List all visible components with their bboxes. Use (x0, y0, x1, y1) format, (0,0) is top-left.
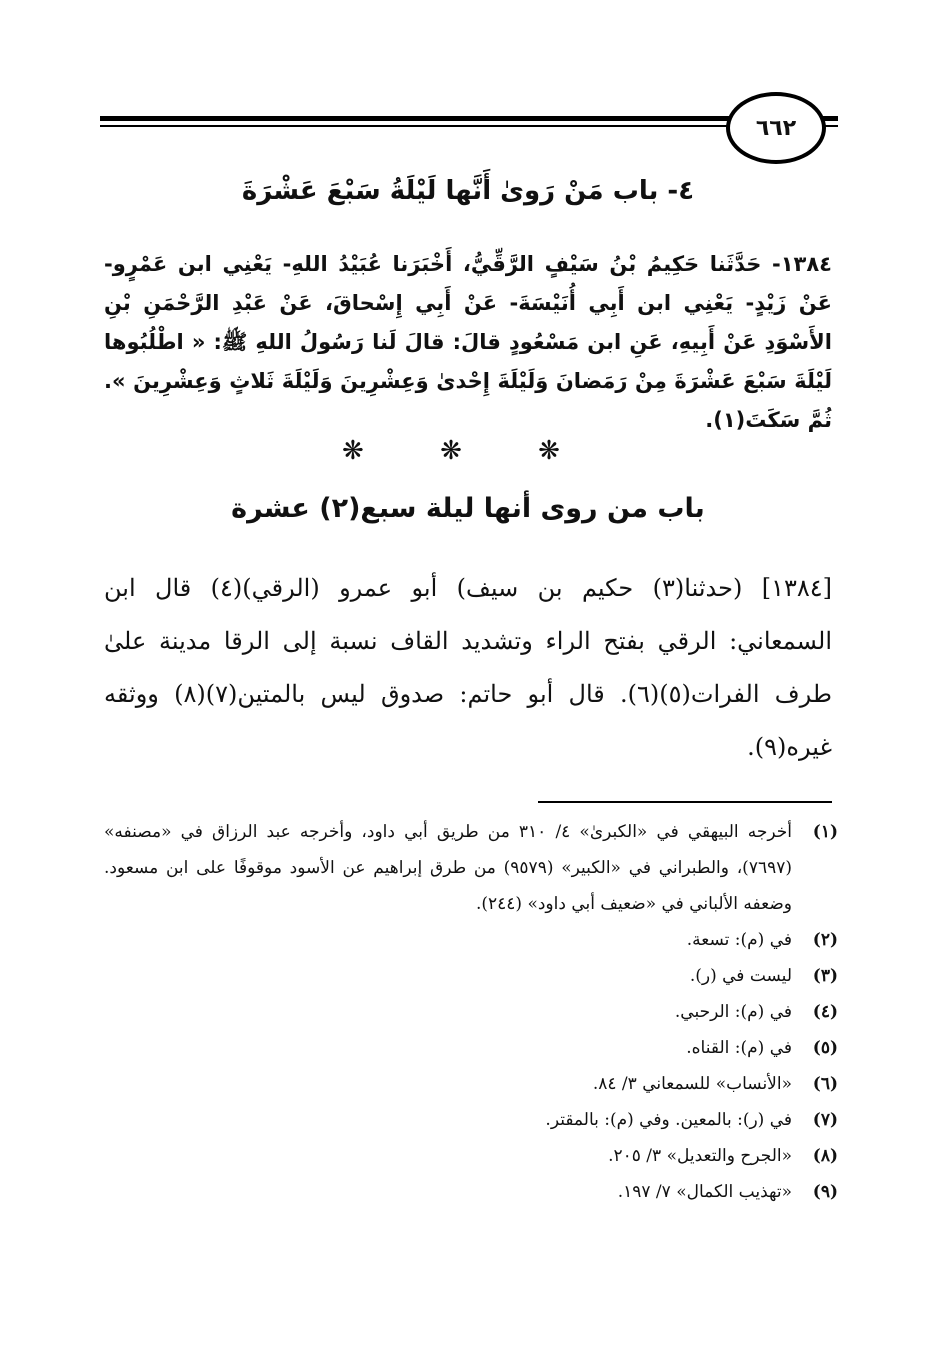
footnote-number: (٧) (812, 1110, 838, 1130)
footnote-7 (104, 1102, 838, 1138)
page-number: ٦٦٢ (726, 92, 826, 164)
footnote-number: (١) (812, 822, 838, 842)
footnotes (104, 814, 838, 1210)
header-rule-thin (100, 125, 778, 127)
footnote-divider (538, 801, 832, 803)
footnote-text: «تهذيب الكمال» ٧/ ١٩٧. (617, 1182, 792, 1202)
footnote-2 (104, 922, 838, 958)
footnote-number: (٨) (812, 1146, 838, 1166)
footnote-number: (٩) (812, 1182, 838, 1202)
footnote-number: (٢) (812, 930, 838, 950)
footnote-text: في (م): الرحبي. (674, 1002, 792, 1022)
footnote-5 (104, 1030, 838, 1066)
footnote-number: (٥) (812, 1038, 838, 1058)
footnote-text: في (م): القناه. (686, 1038, 792, 1058)
chapter-title: ٤- باب مَنْ رَوىٰ أَنَّها لَيْلَةُ سَبْعَ عَشْرَةَ (241, 176, 695, 206)
footnote-4 (104, 994, 838, 1030)
hadith-text: ١٣٨٤- حَدَّثَنا حَكِيمُ بْنُ سَيْفٍ الرَّقِّيُّ، أَخْبَرَنا عُبَيْدُ اللهِ- يَعْنِي ابن عَمْرٍو- عَنْ زَيْدٍ- يَعْنِي ابن أَبِي أُنَيْسَةَ- عَنْ أَبِي إِسْحاقَ، عَنْ عَبْدِ الرَّحْمَنِ بْنِ الأَسْوَدِ عَنْ أَبِيهِ، عَنِ ابن مَسْعُودٍ قالَ: قالَ لَنا رَسُولُ اللهِ ﷺ: « اطْلُبُوها لَيْلَةَ سَبْعَ عَشْرَةَ مِنْ رَمَضانَ وَلَيْلَةَ إِحْدىٰ وَعِشْرِينَ وَلَيْلَةَ ثَلاثٍ وَعِشْرِينَ ». ثُمَّ سَكَتَ(١). (104, 252, 832, 432)
commentary-paragraph: [١٣٨٤] (حدثنا(٣) حكيم بن سيف) أبو عمرو (الرقي)(٤) قال ابن السمعاني: الرقي بفتح الراء وتشديد القاف نسبة إلى الرقا مدينة علىٰ طرف الفرات(٥)(٦). قال أبو حاتم: صدوق ليس بالمتين(٧)(٨) ووثقه غيره(٩). (104, 574, 832, 761)
footnote-number: (٦) (812, 1074, 838, 1094)
footnote-8 (104, 1138, 838, 1174)
section-separator: ❋ ❋ ❋ (342, 436, 594, 466)
section-title: باب من روى أنها ليلة سبع(٢) عشرة (231, 493, 705, 524)
footnote-text: أخرجه البيهقي في «الكبرىٰ» ٤/ ٣١٠ من طريق أبي داود، وأخرجه عبد الرزاق في «مصنفه» (٧٦٩٧)، والطبراني في «الكبير» (٩٥٧٩) من طرق إبراهيم عن الأسود موقوفًا على ابن مسعود. وضعفه الألباني في «ضعيف أبي داود» (٢٤٤). (104, 822, 792, 914)
page-header (100, 92, 838, 162)
footnote-text: «الجرح والتعديل» ٣/ ٢٠٥. (608, 1146, 792, 1166)
footnote-1 (104, 814, 838, 922)
footnote-text: في (ر): بالمعين. وفي (م): بالمقتر. (545, 1110, 792, 1130)
footnote-3 (104, 958, 838, 994)
footnote-text: «الأنساب» للسمعاني ٣/ ٨٤. (592, 1074, 792, 1094)
footnote-9 (104, 1174, 838, 1210)
footnote-text: ليست في (ر). (689, 966, 792, 986)
footnote-6 (104, 1066, 838, 1102)
header-rule-thick (100, 116, 778, 121)
footnote-text: في (م): تسعة. (686, 930, 792, 950)
footnote-number: (٤) (812, 1002, 838, 1022)
footnote-number: (٣) (812, 966, 838, 986)
